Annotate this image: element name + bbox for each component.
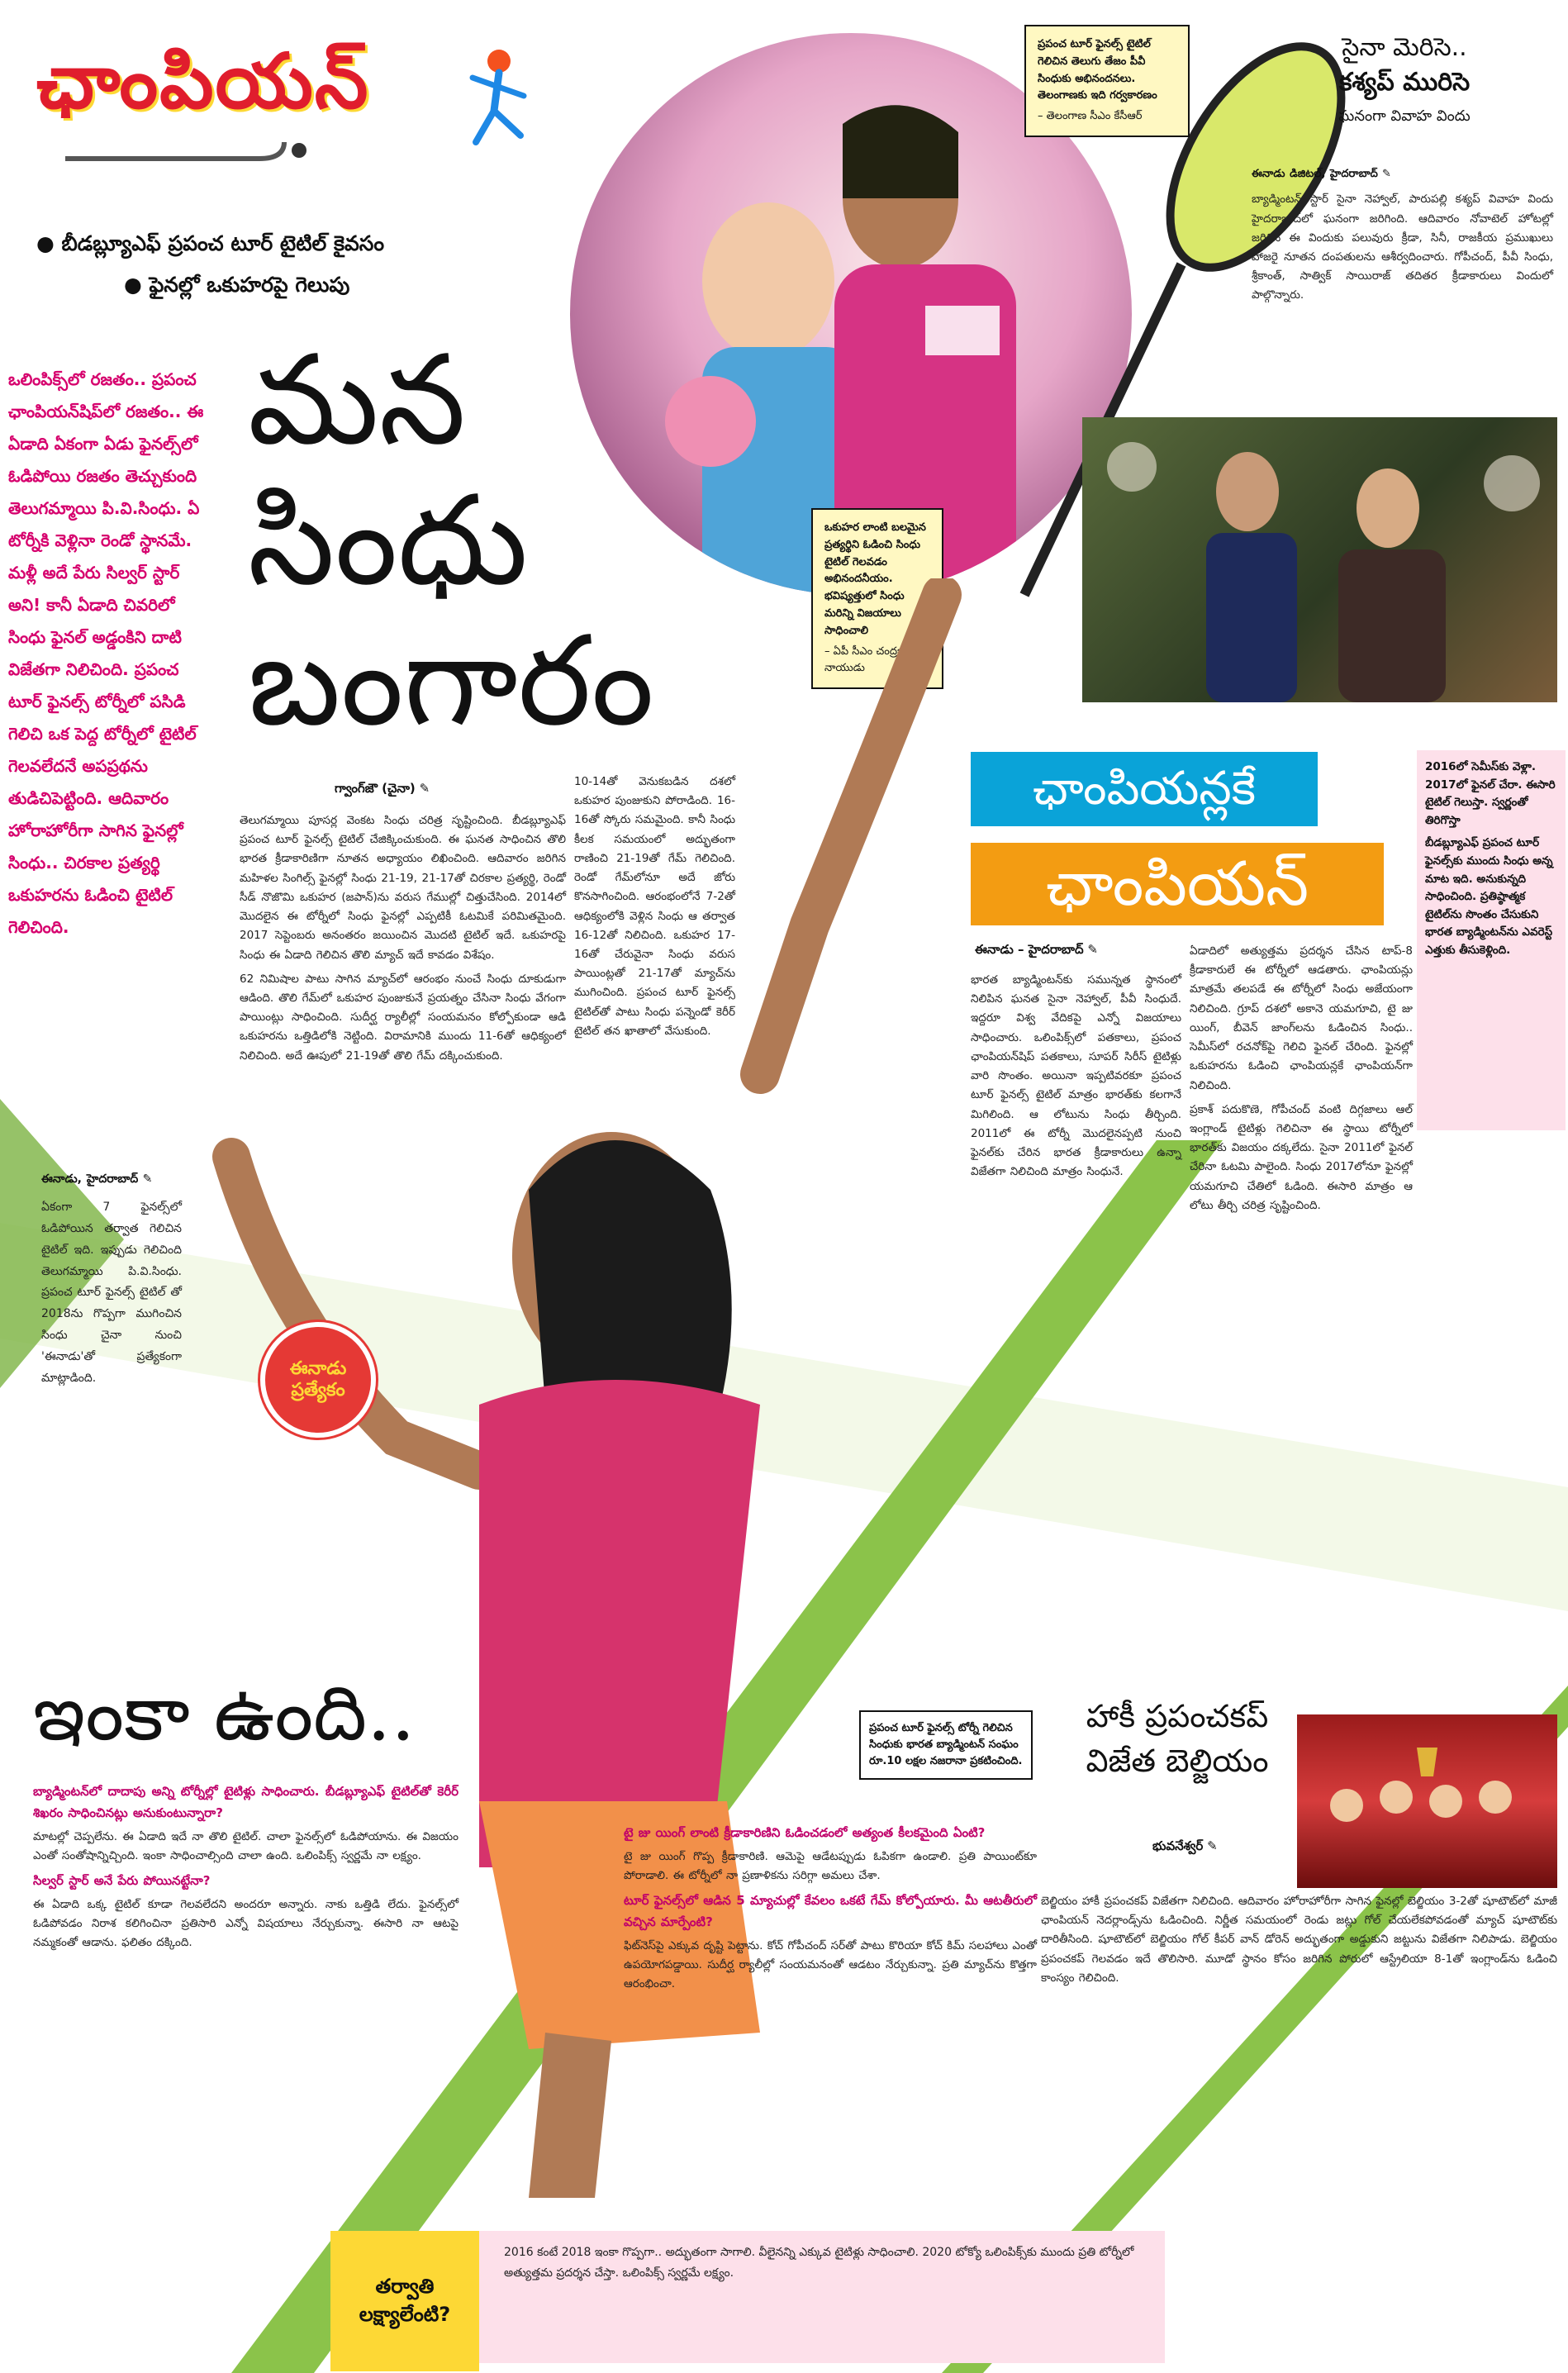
wedding-body: ఈనాడు డిజిటల్, హైదరాబాద్ ✎ బ్యాడ్మింటన్ స్టార్ సైనా నెహ్వాల్, పారుపల్లి కశ్యప్ వివాహ విందు హైదరాబాద్‌లో ఘనంగా జరిగింది. ఆదివారం నోవాటెల్ హోటల్లో జరిగిన ఈ విందుకు పలువురు క్రీడా, సినీ, రాజకీయ ప్రముఖులు హాజరై నూతన దంపతులను ఆశీర్వదించారు. గోపీచంద్, పీవీ సింధు, శ్రీకాంత్, సాత్విక్ సాయిరాజ్ తదితర క్రీడాకారులు విందులో పాల్గొన్నారు.: [1252, 165, 1553, 306]
quote-attribution: బీడబ్ల్యూఎఫ్ ప్రపంచ టూర్ ఫైనల్స్‌కు ముందు సింధు అన్న మాట ఇది. అనుకున్నది సాధించింది. ప్రతిష్ఠాత్మక టైటిల్‌ను సొంతం చేసుకుని భారత బ్యాడ్మింటన్‌ను ఎవరెస్ట్ ఎత్తుకు తీసుకెళ్లింది.: [1425, 836, 1553, 957]
team-celebration-icon: [1297, 1714, 1557, 1888]
hockey-stick-icon: [61, 134, 309, 167]
wedding-subtitle: ఘనంగా వివాహ విందు: [1338, 107, 1471, 125]
section-logo: [36, 36, 532, 177]
main-story-paragraph: 62 నిమిషాల పాటు సాగిన మ్యాచ్‌లో ఆరంభం నుంచే సింధు దూకుడుగా ఆడింది. తొలి గేమ్‌లో ఒకుహర పుంజుకునే ప్రయత్నం చేసినా సింధు వేగంగా పాయింట్లు సాధించింది. సుదీర్ఘ ర్యాలీల్లో సంయమనం కోల్పోకుండా ఆడి ఒకుహరను ఒత్తిడిలోకి నెట్టింది. విరామానికి ముందు 11-6తో ఆధిక్యంలో నిలిచింది. అదే ఊపులో 21-19తో తొలి గేమ్ దక్కించుకుంది.: [240, 972, 566, 1063]
main-story-byline: గ్వాంగ్‌జౌ (చైనా) ✎: [335, 781, 582, 806]
eenadu-special-badge: [260, 1322, 376, 1438]
next-goals-label: తర్వాతి లక్ష్యాలేంటి?: [359, 2275, 451, 2326]
quote-cm-telangana: [1024, 25, 1190, 137]
sports-icon: [466, 45, 532, 152]
intro-text: ఒలింపిక్స్‌లో రజతం.. ప్రపంచ ఛాంపియన్‌షిప్‌లో రజతం.. ఈ ఏడాది ఏకంగా ఏడు ఫైనల్స్‌లో ఓడిపోయి రజతం తెచ్చుకుంది తెలుగమ్మాయి పి.వి.సింధు. ఏ టోర్నీకి వెళ్లినా రెండో స్థానమే. మళ్లీ అదే పేరు సిల్వర్ స్టార్ అని! కానీ ఏడాది చివరిలో సింధు ఫైనల్ అడ్డంకిని దాటి విజేతగా నిలిచింది. ప్రపంచ టూర్ ఫైనల్స్ టోర్నీలో పసిడి గెలిచి ఒక పెద్ద టోర్నీలో టైటిల్ గెలవలేదనే అపప్రథను తుడిచిపెట్టింది. ఆదివారం హోరాహోరీగా సాగిన ఫైనల్లో సింధు.. చిరకాల ప్రత్యర్థి ఒకుహరను ఓడించి టైటిల్ గెలిచింది.: [8, 369, 204, 937]
champions-paragraph: ఏడాదిలో అత్యుత్తమ ప్రదర్శన చేసిన టాప్-8 క్రీడాకారులే ఈ టోర్నీలో ఆడతారు. ఛాంపియన్లు మాత్రమే తలపడే ఈ టోర్నీలో సింధు అజేయంగా నిలిచింది. గ్రూప్ దశలో అకానె యమగూచి, టై జు యింగ్, బీవెన్ జాంగ్‌లను ఓడించిన సింధు.. సెమీస్‌లో రచనోక్‌పై గెలిచి ఫైనల్ చేరింది. ఫైనల్లో ఒకుహరను ఓడించి ఛాంపియన్లకే ఛాంపియన్‌గా నిలిచింది.: [1190, 944, 1413, 1092]
interview-column-2: [624, 1818, 1037, 1999]
main-story-paragraph: తెలుగమ్మాయి పూసర్ల వెంకట సింధు చరిత్ర సృష్టించింది. బీడబ్ల్యూఎఫ్ ప్రపంచ టూర్ ఫైనల్స్ టైటిల్ చేజిక్కించుకుంది. ఈ ఘనత సాధించిన తొలి భారత క్రీడాకారిణిగా నూతన అధ్యాయం లిఖించింది. ఆదివారం జరిగిన మహిళల సింగిల్స్ ఫైనల్లో సింధు 21-19, 21-17తో చిరకాల ప్రత్యర్థి, రెండో సీడ్ నొజొమి ఒకుహర (జపాన్)ను వరుస గేముల్లో చిత్తుచేసింది. 2014లో మొదలైన ఈ టోర్నీలో సింధు ఫైనల్లో ఎప్పటికీ ఓటమికే పరిమితమైంది. 2017 సెప్టెంబరు అనంతరం జయించిన మొదటి టైటిల్ ఇదే. ఒకుహరపై సింధు ఈ ఏడాది గెలిచిన తొలి మ్యాచ్ ఇదే కావడం విశేషం.: [240, 814, 566, 962]
answer: ఈ ఏడాది ఒక్క టైటిల్ కూడా గెలవలేదని అందరూ అన్నారు. నాకు ఒత్తిడి లేదు. ఫైనల్స్‌లో ఓడిపోవడం నిరాశ కలిగించినా ప్రతిసారి ఎన్నో విషయాలు నేర్చుకున్నా. ఈసారి నా ఆటపై నమ్మకంతో ఆడాను. ఫలితం దక్కింది.: [33, 1897, 459, 1950]
question: టై జు యింగ్ లాంటి క్రీడాకారిణిని ఓడించడంలో అత్యంత కీలకమైంది ఏంటి?: [624, 1825, 986, 1840]
headline-line-1: మన: [248, 329, 467, 473]
hockey-title-1: హాకీ ప్రపంచకప్: [1086, 1698, 1269, 1734]
next-goals-label-box: [330, 2231, 479, 2371]
couple-figures-icon: [1082, 417, 1557, 702]
quote-text: 2016లో సెమీస్‌కు వెళ్లా. 2017లో ఫైనల్ చేరా. ఈసారి టైటిల్ గెలుస్తా. స్వర్ణంతో తిరిగొస్తా: [1425, 760, 1556, 827]
answer: మాటల్లో చెప్పలేను. ఈ ఏడాది ఇదే నా తొలి టైటిల్. చాలా ఫైనల్స్‌లో ఓడిపోయాను. ఈ విజయం ఎంతో సంతోషాన్నిచ్చింది. ఇంకా సాధించాల్సింది చాలా ఉంది. ఒలింపిక్స్ స్వర్ణమే నా లక్ష్యం.: [33, 1829, 459, 1862]
bullet-icon: ●: [124, 273, 150, 297]
quote-text: ప్రపంచ టూర్ ఫైనల్స్ టైటిల్ గెలిచిన తెలుగు తేజం పీవీ సింధుకు అభినందనలు. తెలంగాణకు ఇది గర్వకారణం: [1038, 38, 1157, 102]
quote-text: ఒకుహర లాంటి బలమైన ప్రత్యర్థిని ఓడించి సింధు టైటిల్ గెలవడం అభినందనీయం. భవిష్యత్తులో సింధు మరిన్ని విజయాలు సాధించాలి: [824, 521, 926, 637]
interview-heading: ఇంకా ఉంది..: [33, 1669, 416, 1757]
quote-sindhu: [1417, 750, 1566, 1130]
question: టూర్ ఫైనల్స్‌లో ఆడిన 5 మ్యాచుల్లో కేవలం ఒకటే గేమ్ కోల్పోయారు. మీ ఆటతీరులో వచ్చిన మార్పేంటి?: [624, 1893, 1037, 1930]
champions-title-2: ఛాంపియన్: [971, 843, 1384, 925]
hockey-title: [1037, 1698, 1318, 1787]
photo-belgium-team: [1297, 1714, 1557, 1888]
champions-column-2: [1190, 942, 1413, 1220]
next-goals-text: 2016 కంటే 2018 ఇంకా గొప్పగా.. అద్భుతంగా సాగాలి. వీలైనన్ని ఎక్కువ టైటిళ్లు సాధించాలి. 2020 టోక్యో ఒలింపిక్స్‌కు ముందు ప్రతి టోర్నీలో అత్యుత్తమ ప్రదర్శన చేస్తా. ఒలింపిక్స్ స్వర్ణమే లక్ష్యం.: [504, 2246, 1134, 2280]
answer: ఫిట్‌నెస్‌పై ఎక్కువ దృష్టి పెట్టాను. కోచ్ గోపీచంద్ సర్‌తో పాటు కొరియా కోచ్ కిమ్ సలహాలు ఎంతో ఉపయోగపడ్డాయి. సుదీర్ఘ ర్యాలీల్లో సంయమనంతో ఆడటం నేర్చుకున్నా. ప్రతి మ్యాచ్‌ను కొత్తగా ఆరంభించా.: [624, 1938, 1037, 1991]
badge-label: ఈనాడు ప్రత్యేకం: [289, 1358, 347, 1400]
tagline-2: ● ఫైనల్లో ఒకుహరపై గెలుపు: [124, 273, 350, 297]
interview-intro: ఈనాడు, హైదరాబాద్ ✎ ఏకంగా 7 ఫైనల్స్‌లో ఓడిపోయిన తర్వాత గెలిచిన టైటిల్ ఇది. ఇప్పుడు గెలిచింది తెలుగమ్మాయి పి.వి.సింధు. ప్రపంచ టూర్ ఫైనల్స్ టైటిల్ తో 2018ను గొప్పగా ముగించిన సింధు చైనా నుంచి 'ఈనాడు'తో ప్రత్యేకంగా మాట్లాడింది.: [41, 1169, 182, 1390]
wedding-title-2: కశ్యప్ మురిసె: [1338, 68, 1471, 97]
wedding-title-1: సైనా మెరిసె..: [1342, 33, 1467, 62]
answer: టై జు యింగ్ గొప్ప క్రీడాకారిణి. ఆమెపై ఆడేటప్పుడు ఓపికగా ఉండాలి. ప్రతి పాయింట్‌కూ పోరాడాలి. ఈ టోర్నీలో నా ప్రణాళికను సరిగ్గా అమలు చేశా.: [624, 1849, 1037, 1883]
champions-byline: ఈనాడు – హైదరాబాద్ ✎: [975, 942, 1223, 967]
headline-line-2: సింధు: [248, 469, 529, 613]
interview-column-1: [33, 1776, 459, 1957]
photo-caption-sindhu: ప్రపంచ టూర్ ఫైనల్స్ టోర్నీ గెలిచిన సింధుకు భారత బ్యాడ్మింటన్ సంఘం రూ.10 లక్షల నజరానా ప్రకటించింది.: [859, 1710, 1033, 1780]
hockey-byline: భువనేశ్వర్ ✎: [1152, 1838, 1293, 1863]
hockey-body: బెల్జియం హాకీ ప్రపంచకప్ విజేతగా నిలిచింది. ఆదివారం హోరాహోరీగా సాగిన ఫైనల్లో బెల్జియం 3-2తో షూటౌట్‌లో మాజీ ఛాంపియన్ నెదర్లాండ్స్‌ను ఓడించింది. నిర్ణీత సమయంలో రెండు జట్లు గోల్ చేయలేకపోవడంతో మ్యాచ్ షూటౌట్‌కు దారితీసింది. షూటౌట్‌లో బెల్జియం గోల్ కీపర్ వాన్ డోరెన్ అద్భుతంగా అడ్డుకుని జట్టును విజేతగా నిలిపాడు. బెల్జియం ప్రపంచకప్ గెలవడం ఇదే తొలిసారి. మూడో స్థానం కోసం జరిగిన పోరులో ఆస్ట్రేలియా 8-1తో ఇంగ్లాండ్‌ను ఓడించి కాంస్యం గెలిచింది.: [1041, 1895, 1557, 1985]
hockey-title-2: విజేత బెల్జియం: [1086, 1743, 1269, 1779]
question: సిల్వర్ స్టార్ అనే పేరు పోయినట్టేనా?: [33, 1873, 211, 1889]
wedding-title-block: [1252, 33, 1557, 128]
main-story-paragraph: 10-14తో వెనుకబడిన దశలో ఒకుహర పుంజుకుని పోరాడింది. 16-16తో స్కోరు సమమైంది. కానీ సింధు కీలక సమయంలో అద్భుతంగా రాణించి 21-19తో గేమ్ గెలిచింది. రెండో గేమ్‌లోనూ అదే జోరు కొనసాగించింది. ఆరంభంలోనే 7-2తో ఆధిక్యంలోకి వెళ్లిన సింధు ఆ తర్వాత 16-12తో నిలిచింది. ఒకుహర 17-16తో చేరువైనా సింధు వరుస పాయింట్లతో 21-17తో మ్యాచ్‌ను ముగించింది. ప్రపంచ టూర్ ఫైనల్స్ టైటిల్‌తో పాటు సింధు పన్నెండో కెరీర్ టైటిల్ తన ఖాతాలో వేసుకుంది.: [574, 775, 735, 1038]
bullet-icon: ●: [36, 231, 62, 255]
quote-attribution: – తెలంగాణ సీఎం కేసీఆర్: [1038, 110, 1143, 123]
headline-line-3: బంగారం: [248, 610, 654, 754]
champions-paragraph: ప్రకాశ్ పదుకొణె, గోపీచంద్ వంటి దిగ్గజాలు ఆల్ ఇంగ్లాండ్ టైటిళ్లు గెలిచినా ఈ స్థాయి టోర్నీలో భారత్‌కు విజయం దక్కలేదు. సైనా 2011లో ఫైనల్ చేరినా ఓటమి పాలైంది. సింధు 2017లోనూ ఫైనల్లో యమగూచి చేతిలో ఓడింది. ఈసారి మాత్రం ఆ లోటు తీర్చి చరిత్ర సృష్టించింది.: [1190, 1102, 1413, 1212]
tagline-1: ● బీడబ్ల్యూఎఫ్ ప్రపంచ టూర్ టైటిల్ కైవసం: [36, 231, 384, 255]
question: బ్యాడ్మింటన్‌లో దాదాపు అన్ని టోర్నీల్లో టైటిళ్లు సాధించారు. బీడబ్ల్యూఎఫ్ టైటిల్‌తో కెరీర్ శిఖరం సాధించినట్లు అనుకుంటున్నారా?: [33, 1784, 459, 1820]
photo-saina-kashyap: [1082, 417, 1557, 702]
logo-text: ఛాంపియన్: [36, 36, 370, 126]
champions-title-1: ఛాంపియన్లకే: [971, 752, 1318, 826]
quote-attribution: – ఏపీ సీఎం చంద్రబాబు నాయుడు: [824, 644, 921, 675]
champions-paragraph: భారత బ్యాడ్మింటన్‌కు సమున్నత స్థానంలో నిలిపిన ఘనత సైనా నెహ్వాల్, పీవీ సింధుదే. ఇద్దరూ విశ్వ వేదికపై ఎన్నో విజయాలు సాధించారు. ఒలింపిక్స్‌లో పతకాలు, ప్రపంచ ఛాంపియన్‌షిప్‌ పతకాలు, సూపర్ సిరీస్ టైటిళ్లు వారి సొంతం. అయినా ఇప్పటివరకూ ప్రపంచ టూర్ ఫైనల్స్ టైటిల్ మాత్రం భారత్‌కు కలగానే మిగిలింది. ఆ లోటును సింధు తీర్చింది. 2011లో ఈ టోర్నీ మొదలైనప్పటి నుంచి ఫైనల్‌కు చేరిన భారత క్రీడాకారులు ఉన్నా విజేతగా నిలిచింది మాత్రం సింధునే.: [971, 973, 1181, 1179]
